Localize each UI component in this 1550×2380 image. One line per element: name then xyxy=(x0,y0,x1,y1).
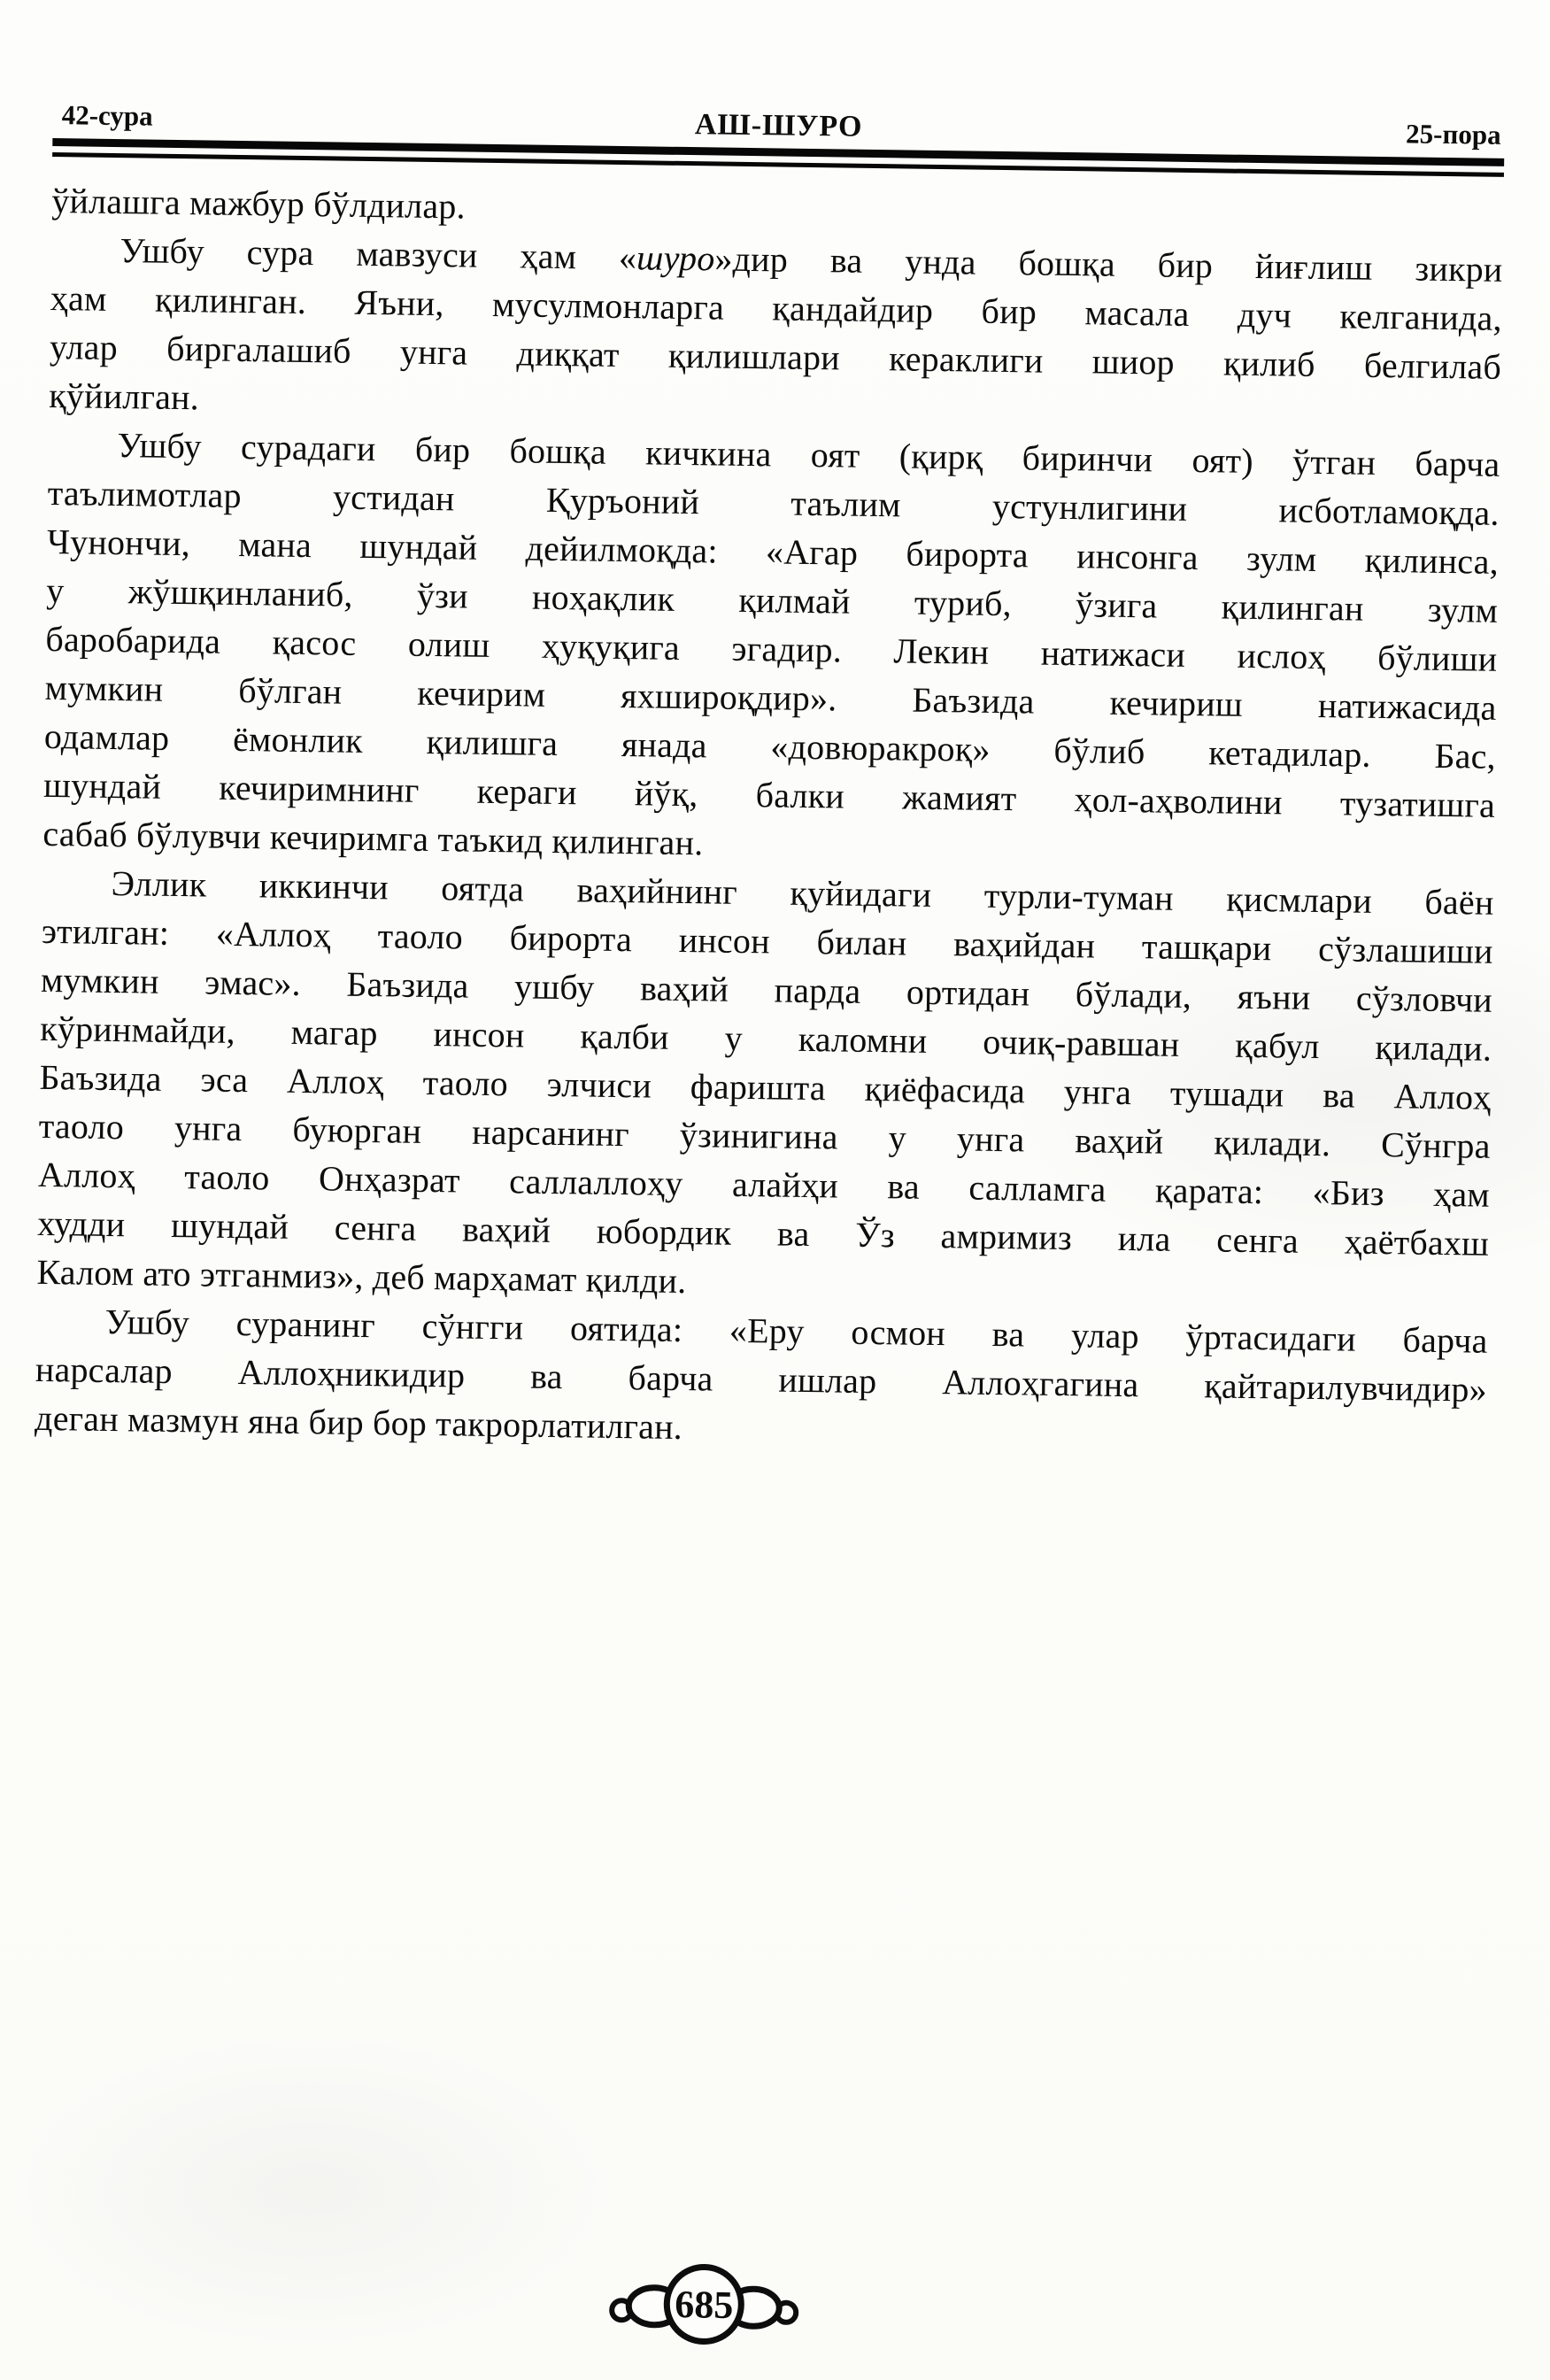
text-line: этилган: «Аллоҳ таоло бирорта инсон билан ваҳийдан ташқари сўзлашиши xyxy=(41,910,1494,971)
text-line: Эллик иккинчи оятда ваҳийнинг қуйидаги турли-туман қисмлари баён xyxy=(111,863,1494,923)
text-line: у жўшқинланиб, ўзи ноҳақлик қилмай туриб, ўзига қилинган зулм xyxy=(45,569,1499,630)
text-line: шундай кечиримнинг кераги йўқ, балки жамият ҳол-аҳволини тузатишга xyxy=(42,764,1496,825)
italic-term: шуро xyxy=(636,237,715,279)
text-line: баробарида қасос олиш ҳуқуқига эгадир. Лекин натижаси ислоҳ бўлиши xyxy=(45,618,1498,679)
text-line: мумкин бўлган кечирим яхшироқдир». Баъзида кечириш натижасида xyxy=(44,667,1497,728)
header-para-number: 25-пора xyxy=(1405,118,1501,151)
text-line: ўйлашга мажбур бўлдилар. xyxy=(51,180,467,227)
text-line: Баъзида эса Аллоҳ таоло элчиси фаришта қиёфасида унга тушади ва Аллоҳ xyxy=(39,1056,1492,1117)
text-line: таълимотлар устидан Қуръоний таълим устунлигини исботламоқда. xyxy=(47,472,1500,533)
text-line: нарсалар Аллоҳникидир ва барча ишлар Аллоҳгагина қайтарилувчидир» xyxy=(35,1348,1488,1410)
body-text xyxy=(35,176,1504,1463)
text-line: Ушбу сурадаги бир бошқа кичкина оят (қирқ биринчи оят) ўтган барча xyxy=(117,425,1500,484)
text-run: »дир ва унда бошқа бир йиғлиш зикри xyxy=(714,238,1503,290)
text-line: Чунончи, мана шундай дейилмоқда: «Агар бирорта инсонга зулм қилинса, xyxy=(46,521,1500,582)
text-line: мумкин эмас». Баъзида ушбу ваҳий парда ортидан бўлади, яъни сўзловчи xyxy=(40,959,1493,1020)
text-line: сабаб бўлувчи кечиримга таъкид қилинган. xyxy=(42,813,704,863)
text-line: Калом ато этганмиз», деб марҳамат қилди. xyxy=(36,1251,687,1302)
page-content xyxy=(34,99,1505,2327)
page-number: 685 xyxy=(674,2283,734,2327)
header-surah-title: АШ-ШУРО xyxy=(694,108,863,143)
header-sura-number: 42-сура xyxy=(61,99,153,132)
text-line: улар биргалашиб унга диққат қилишлари кераклиги шиор қилиб белгилаб xyxy=(49,326,1502,387)
text-line: таоло унга буюрган нарсанинг ўзинигина у унга ваҳий қилади. Сўнгра xyxy=(38,1105,1491,1166)
text-line: одамлар ёмонлик қилишга янада «довюракроқ» бўлиб кетадилар. Бас, xyxy=(43,715,1497,777)
text-run: Ушбу сура мавзуси ҳам « xyxy=(120,230,637,278)
text-line: Аллоҳ таоло Онҳазрат саллаллоҳу алайҳи ва салламга қарата: «Биз ҳам xyxy=(37,1154,1491,1215)
text-line: қўйилган. xyxy=(49,375,200,418)
page-number-ornament xyxy=(606,2254,803,2354)
text-line: деган мазмун яна бир бор такрорлатилган. xyxy=(34,1397,683,1448)
text-line: Ушбу суранинг сўнгги оятида: «Еру осмон ва улар ўртасидаги барча xyxy=(104,1301,1488,1361)
text-line: худди шундай сенга ваҳий юбордик ва Ўз амримиз ила сенга ҳаётбахш xyxy=(36,1202,1490,1263)
text-line: кўринмайди, магар инсон қалби у каломни очиқ-равшан қабул қилади. xyxy=(40,1008,1492,1069)
page-footer xyxy=(606,2254,803,2354)
text-line: ҳам қилинган. Яъни, мусулмонларга қандайдир бир масала дуч келганида, xyxy=(50,277,1503,338)
